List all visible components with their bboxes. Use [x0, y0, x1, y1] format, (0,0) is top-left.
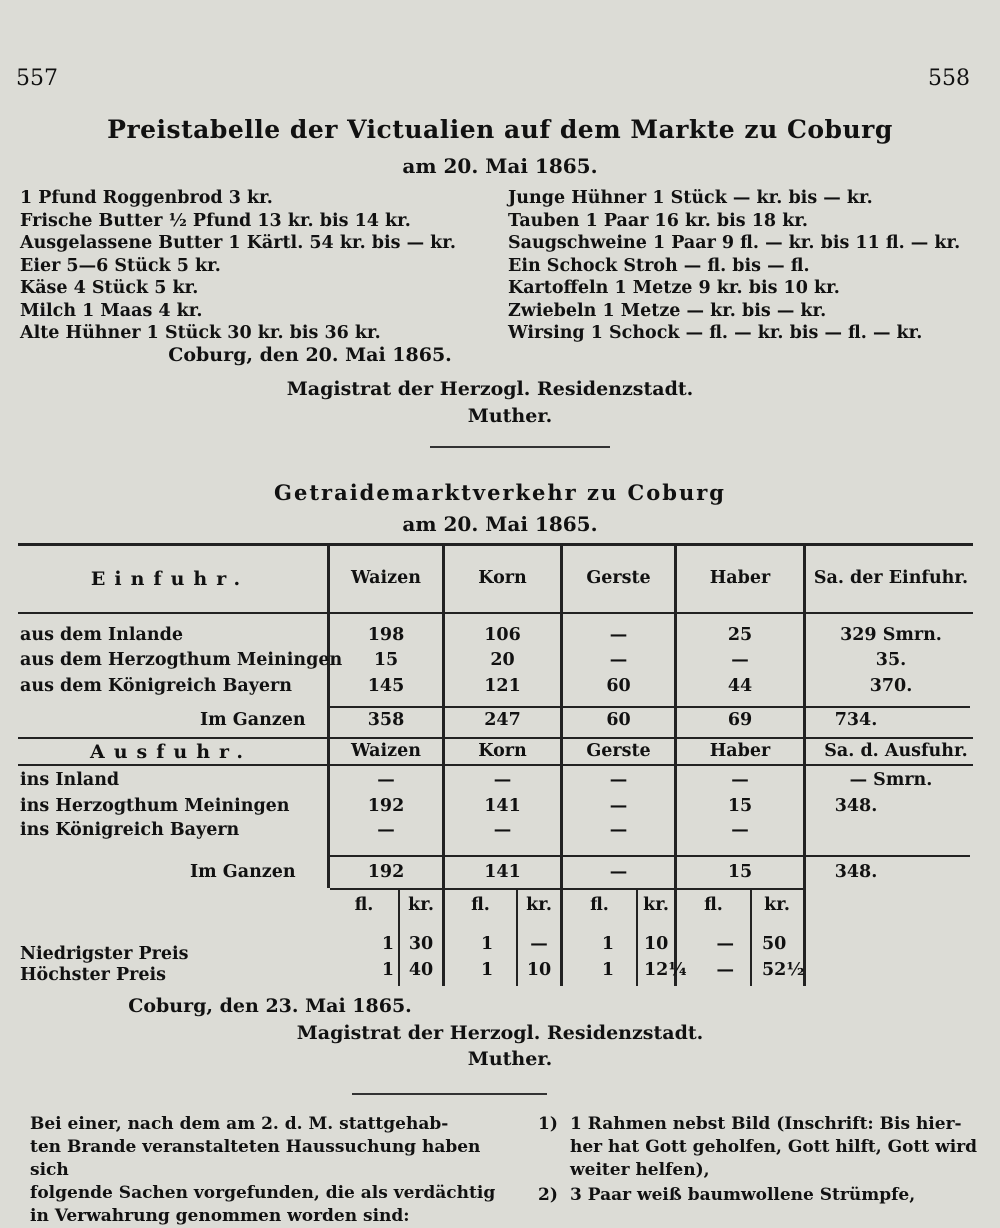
- price-item: Tauben 1 Paar 16 kr. bis 18 kr.: [508, 210, 809, 231]
- table-column-divider: [442, 546, 445, 986]
- table-cell: 15: [373, 650, 399, 670]
- table-cell: 10: [644, 934, 669, 954]
- page-number-left: 557: [16, 66, 58, 91]
- column-header: Sa. der Einfuhr.: [813, 568, 969, 588]
- table-cell: —: [609, 820, 628, 840]
- paragraph-line: ten Brande veranstalteten Haussuchung haben sich: [30, 1137, 481, 1180]
- unit-cell: kr.: [643, 895, 669, 915]
- table-rule: [18, 543, 973, 546]
- separator-rule: [352, 1093, 547, 1095]
- unit-cell: kr.: [526, 895, 552, 915]
- price-item: Frische Butter ½ Pfund 13 kr. bis 14 kr.: [20, 210, 411, 231]
- table-cell: 121: [484, 676, 521, 696]
- table-cell: 44: [727, 676, 753, 696]
- column-header: Sa. d. Ausfuhr.: [824, 741, 968, 761]
- import-header-label: Einfuhr.: [90, 568, 250, 590]
- price-item: Käse 4 Stück 5 kr.: [20, 278, 199, 298]
- table-cell: —: [731, 820, 749, 840]
- price-item: Kartoffeln 1 Metze 9 kr. bis 10 kr.: [508, 278, 840, 298]
- table-cell: 192: [367, 862, 405, 882]
- item-number: 2): [538, 1185, 558, 1205]
- price-item: Alte Hühner 1 Stück 30 kr. bis 36 kr.: [20, 323, 381, 343]
- table-cell: 25: [727, 625, 753, 645]
- grain-market-date: am 20. Mai 1865.: [402, 512, 598, 536]
- table-cell: —: [609, 650, 628, 670]
- table-cell: 198: [367, 625, 405, 645]
- found-items-list: [538, 1113, 988, 1207]
- table-cell: 348.: [834, 796, 878, 816]
- price-list-right: [508, 187, 988, 345]
- list-item: [538, 1184, 988, 1207]
- item-line: weiter helfen),: [570, 1160, 710, 1180]
- table-cell: 52½: [762, 960, 805, 980]
- price-item: Ein Schock Stroh — fl. bis — fl.: [508, 255, 810, 276]
- table-rule: [18, 612, 973, 614]
- table-cell: —: [377, 820, 395, 840]
- page-number-right: 558: [928, 66, 970, 91]
- unit-cell: fl.: [354, 895, 374, 915]
- table-cell: 734.: [834, 710, 878, 730]
- row-label: ins Inland: [20, 770, 120, 790]
- table-cell: —: [377, 770, 395, 790]
- unit-cell: kr.: [764, 895, 790, 915]
- table-cell: 35.: [875, 650, 907, 670]
- notice1-signature: Muther.: [467, 405, 553, 427]
- price-item: Wirsing 1 Schock — fl. — kr. bis — fl. — kr.: [508, 323, 923, 343]
- table-cell: 1: [381, 934, 394, 954]
- table-cell: 1: [601, 934, 614, 954]
- table-cell: 141: [484, 862, 521, 882]
- table-cell: 60: [606, 710, 631, 730]
- item-line: 1 Rahmen nebst Bild (Inschrift: Bis hier-: [570, 1114, 962, 1134]
- table-rule: [330, 888, 805, 890]
- grain-market-title: Getraidemarktverkehr zu Coburg: [274, 480, 726, 505]
- table-cell: 247: [484, 710, 521, 730]
- notice2-signature: Muther.: [467, 1048, 553, 1070]
- table-cell: 348.: [834, 862, 878, 882]
- paragraph-line: folgende Sachen vorgefunden, die als verdächtig: [30, 1183, 496, 1203]
- price-item: 1 Pfund Roggenbrod 3 kr.: [20, 188, 273, 208]
- column-header: Korn: [478, 568, 527, 588]
- table-cell: 358: [367, 710, 405, 730]
- table-cell: —: [530, 934, 548, 954]
- notice2-authority: Magistrat der Herzogl. Residenzstadt.: [296, 1022, 704, 1044]
- price-item: Ausgelassene Butter 1 Kärtl. 54 kr. bis — kr.: [20, 233, 457, 253]
- separator-rule: [430, 446, 610, 448]
- table-cell: 141: [484, 796, 521, 816]
- table-rule: [330, 706, 970, 708]
- column-header: Haber: [709, 741, 771, 761]
- column-header: Haber: [709, 568, 771, 588]
- row-label: Im Ganzen: [190, 862, 296, 882]
- row-label: aus dem Herzogthum Meiningen: [20, 650, 343, 670]
- unit-cell: fl.: [704, 895, 723, 915]
- price-item: Eier 5—6 Stück 5 kr.: [20, 255, 221, 276]
- table-rule: [330, 855, 970, 857]
- table-cell: 1: [481, 934, 494, 954]
- list-item: [538, 1113, 988, 1182]
- column-header: Korn: [478, 741, 527, 761]
- table-cell: 1: [381, 960, 394, 980]
- unit-cell: kr.: [408, 895, 434, 915]
- item-line: 3 Paar weiß baumwollene Strümpfe,: [570, 1185, 916, 1205]
- table-cell: 20: [490, 650, 515, 670]
- table-cell: 1: [481, 960, 494, 980]
- column-header: Gerste: [586, 568, 651, 588]
- row-label: Niedrigster Preis: [20, 944, 189, 964]
- price-table-title: Preistabelle der Victualien auf dem Markte zu Coburg: [107, 115, 893, 144]
- table-cell: —: [716, 960, 734, 980]
- column-header: Waizen: [351, 568, 421, 588]
- item-number: 1): [538, 1114, 558, 1134]
- table-column-divider: [674, 546, 677, 986]
- paragraph-line: Bei einer, nach dem am 2. d. M. stattgehab-: [30, 1114, 449, 1134]
- table-cell: 60: [606, 676, 631, 696]
- item-line: her hat Gott geholfen, Gott hilft, Gott wird: [570, 1137, 978, 1157]
- notice1-place-date: Coburg, den 20. Mai 1865.: [168, 344, 452, 366]
- unit-cell: fl.: [590, 895, 609, 915]
- table-cell: 192: [367, 796, 405, 816]
- row-label: Im Ganzen: [200, 710, 306, 730]
- table-cell: 10: [526, 960, 552, 980]
- table-cell: 106: [484, 625, 521, 645]
- row-label: Höchster Preis: [20, 965, 166, 985]
- table-cell: 15: [727, 796, 753, 816]
- notice1-authority: Magistrat der Herzogl. Residenzstadt.: [286, 378, 694, 400]
- column-header: Waizen: [351, 741, 421, 761]
- column-header: Gerste: [586, 741, 651, 761]
- row-label: ins Herzogthum Meiningen: [20, 796, 290, 816]
- price-list-left: [20, 187, 500, 345]
- table-cell: —: [609, 770, 628, 790]
- table-rule: [18, 737, 973, 739]
- table-cell: —: [493, 820, 512, 840]
- row-label: aus dem Königreich Bayern: [20, 676, 292, 696]
- paragraph-line: in Verwahrung genommen worden sind:: [30, 1206, 410, 1226]
- price-table-date: am 20. Mai 1865.: [402, 154, 598, 178]
- table-cell: 50: [762, 934, 787, 954]
- table-cell: 40: [408, 960, 434, 980]
- table-cell: —: [609, 862, 628, 882]
- export-header-label: Ausfuhr.: [90, 741, 252, 763]
- table-cell: 145: [367, 676, 405, 696]
- table-cell: 15: [727, 862, 753, 882]
- table-cell: —: [493, 770, 512, 790]
- row-label: aus dem Inlande: [20, 625, 183, 645]
- price-item: Zwiebeln 1 Metze — kr. bis — kr.: [508, 300, 827, 321]
- table-cell: 12¼: [644, 960, 687, 980]
- table-cell: —: [731, 650, 749, 670]
- table-cell: —: [716, 934, 734, 954]
- price-item: Milch 1 Maas 4 kr.: [20, 300, 203, 321]
- table-cell: 1: [601, 960, 614, 980]
- table-cell: —: [731, 770, 749, 790]
- row-label: ins Königreich Bayern: [20, 820, 240, 840]
- price-item: Saugschweine 1 Paar 9 fl. — kr. bis 11 fl. — kr.: [508, 233, 961, 253]
- table-cell: 329 Smrn.: [840, 625, 942, 645]
- table-cell: —: [609, 796, 628, 816]
- table-column-divider: [803, 546, 806, 986]
- table-column-divider: [560, 546, 563, 986]
- price-item: Junge Hühner 1 Stück — kr. bis — kr.: [508, 188, 873, 208]
- table-rule: [18, 764, 973, 766]
- table-cell: — Smrn.: [849, 770, 933, 790]
- search-notice-paragraph: [30, 1113, 500, 1228]
- table-cell: —: [609, 625, 628, 645]
- unit-cell: fl.: [471, 895, 490, 915]
- table-cell: 370.: [869, 676, 913, 696]
- table-cell: 30: [408, 934, 434, 954]
- notice2-place-date: Coburg, den 23. Mai 1865.: [128, 995, 412, 1017]
- table-cell: 69: [727, 710, 753, 730]
